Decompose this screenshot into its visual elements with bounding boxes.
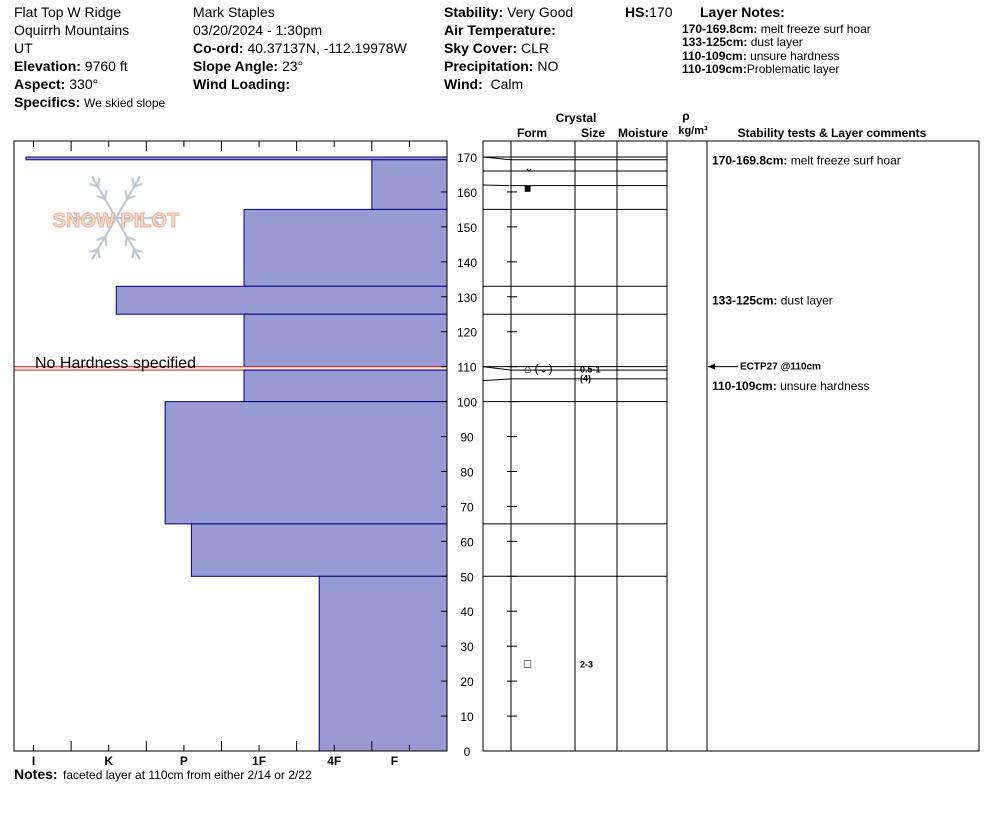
flake-branch	[132, 178, 134, 187]
depth-tick-label: 30	[460, 640, 474, 655]
depth-tick-label: 120	[456, 325, 478, 340]
col-density-unit: kg/m³	[678, 125, 708, 137]
hardness-bar	[244, 209, 447, 286]
hardness-bar	[244, 370, 447, 401]
crystal-form: ⌂ (⌄)	[524, 361, 553, 376]
layer-connector	[483, 185, 511, 186]
wind-loading: Wind Loading:	[193, 76, 291, 92]
hardness-tick-label: F	[390, 754, 399, 768]
col-stability-comments: Stability tests & Layer comments	[737, 126, 927, 140]
hardness-bar	[165, 402, 447, 524]
observer: Mark Staples	[193, 4, 275, 20]
depth-tick-label: 70	[460, 500, 474, 515]
stability-arrow-head	[708, 364, 715, 370]
obs-datetime: 03/20/2024 - 1:30pm	[193, 22, 323, 38]
depth-tick-label: 50	[460, 570, 474, 585]
hardness-bar	[372, 160, 447, 210]
location: Flat Top W Ridge	[14, 4, 122, 20]
depth-tick-label: 110	[457, 360, 477, 375]
layer-note: 110-109cm:Problematic layer	[682, 61, 840, 76]
air-temperature: Air Temperature:	[444, 22, 556, 38]
crystal-size: 2-3	[580, 659, 594, 670]
crystal-form: □	[524, 656, 532, 671]
depth-tick-label: 130	[456, 290, 478, 305]
sky-cover: Sky Cover: CLR	[444, 40, 550, 56]
no-hardness-label: No Hardness specified	[35, 355, 196, 372]
layer-comment: 170-169.8cm: melt freeze surf hoar	[712, 153, 901, 168]
flake-branch	[105, 190, 107, 199]
depth-tick-label: 10	[460, 710, 474, 725]
depth-tick-label: 160	[456, 185, 478, 200]
hardness-bar	[319, 576, 447, 751]
flake-branch	[98, 178, 100, 187]
hardness-tick-label: 4F	[327, 754, 342, 768]
column-headers	[517, 109, 927, 140]
depth-tick-label: 60	[460, 535, 474, 550]
hardness-tick-label: P	[179, 754, 188, 768]
col-form: Form	[517, 126, 547, 140]
elevation: Elevation: 9760 ft	[14, 58, 128, 74]
crystal-size-2: (4)	[580, 373, 591, 384]
col-rho: ρ	[682, 109, 690, 123]
hardness-tick-label: I	[31, 754, 36, 768]
layer-connector	[483, 367, 511, 370]
depth-tick-label: 20	[460, 675, 474, 690]
flake-branch	[125, 237, 127, 246]
col-size: Size	[580, 126, 606, 140]
layer-comment: 133-125cm: dust layer	[712, 293, 833, 308]
layer-comments	[708, 153, 901, 392]
crystal-column	[524, 160, 601, 670]
wind: Wind: Calm	[444, 76, 524, 92]
hardness-bar	[191, 524, 447, 576]
stability-test: ECTP27 @110cm	[740, 361, 821, 373]
col-crystal: Crystal	[555, 111, 597, 125]
crystal-size: 0.5-1	[580, 364, 601, 375]
slope-angle: Slope Angle: 23°	[193, 58, 304, 74]
stability: Stability: Very Good	[444, 4, 574, 20]
col-moisture: Moisture	[617, 126, 669, 140]
crystal-form: ⌄	[524, 160, 535, 175]
flake-branch	[125, 190, 127, 199]
layer-connector	[483, 379, 511, 381]
profile-grid	[483, 141, 707, 751]
notes-text: faceted layer at 110cm from either 2/14 or 2/22	[63, 768, 312, 782]
depth-tick-label: 0	[463, 745, 471, 759]
notes-label: Notes:	[14, 766, 58, 782]
specifics: Specifics: We skied slope	[14, 94, 166, 110]
depth-tick-label: 80	[460, 465, 474, 480]
depth-tick-label: 170	[456, 151, 478, 165]
depth-tick-label: 90	[460, 430, 474, 445]
depth-tick-label: 150	[456, 220, 478, 235]
hardness-layers	[14, 157, 447, 751]
coordinates: Co-ord: 40.37137N, -112.19978W	[193, 40, 407, 56]
hardness-bar	[244, 314, 447, 366]
depth-tick-label: 140	[456, 255, 478, 270]
flake-branch	[132, 249, 134, 258]
crystal-form: ■	[524, 181, 532, 196]
hardness-tick-label: 1F	[252, 754, 267, 768]
layer-comment: 110-109cm: unsure hardness	[712, 378, 870, 393]
depth-tick-label: 40	[460, 605, 474, 620]
snowpilot-logo	[53, 176, 180, 259]
depth-tick-label: 100	[456, 395, 478, 410]
layer-notes-title: Layer Notes:	[700, 4, 785, 20]
hardness-tick-label: K	[104, 754, 114, 768]
layer-note: 170-169.8cm: melt freeze surf hoar	[682, 22, 871, 36]
layer-note: 110-109cm: unsure hardness	[682, 48, 840, 63]
hardness-bar	[116, 286, 447, 314]
flake-branch	[98, 249, 100, 258]
flake-branch	[105, 237, 107, 246]
layer-table-frame	[483, 141, 979, 751]
snow-height: HS:170	[625, 4, 673, 20]
state: UT	[14, 40, 33, 56]
precipitation: Precipitation: NO	[444, 58, 559, 74]
aspect: Aspect: 330°	[14, 76, 99, 92]
layer-note: 133-125cm: dust layer	[682, 35, 803, 50]
mountain-range: Oquirrh Mountains	[14, 22, 130, 38]
logo-text: SNOW PILOT	[52, 210, 180, 232]
